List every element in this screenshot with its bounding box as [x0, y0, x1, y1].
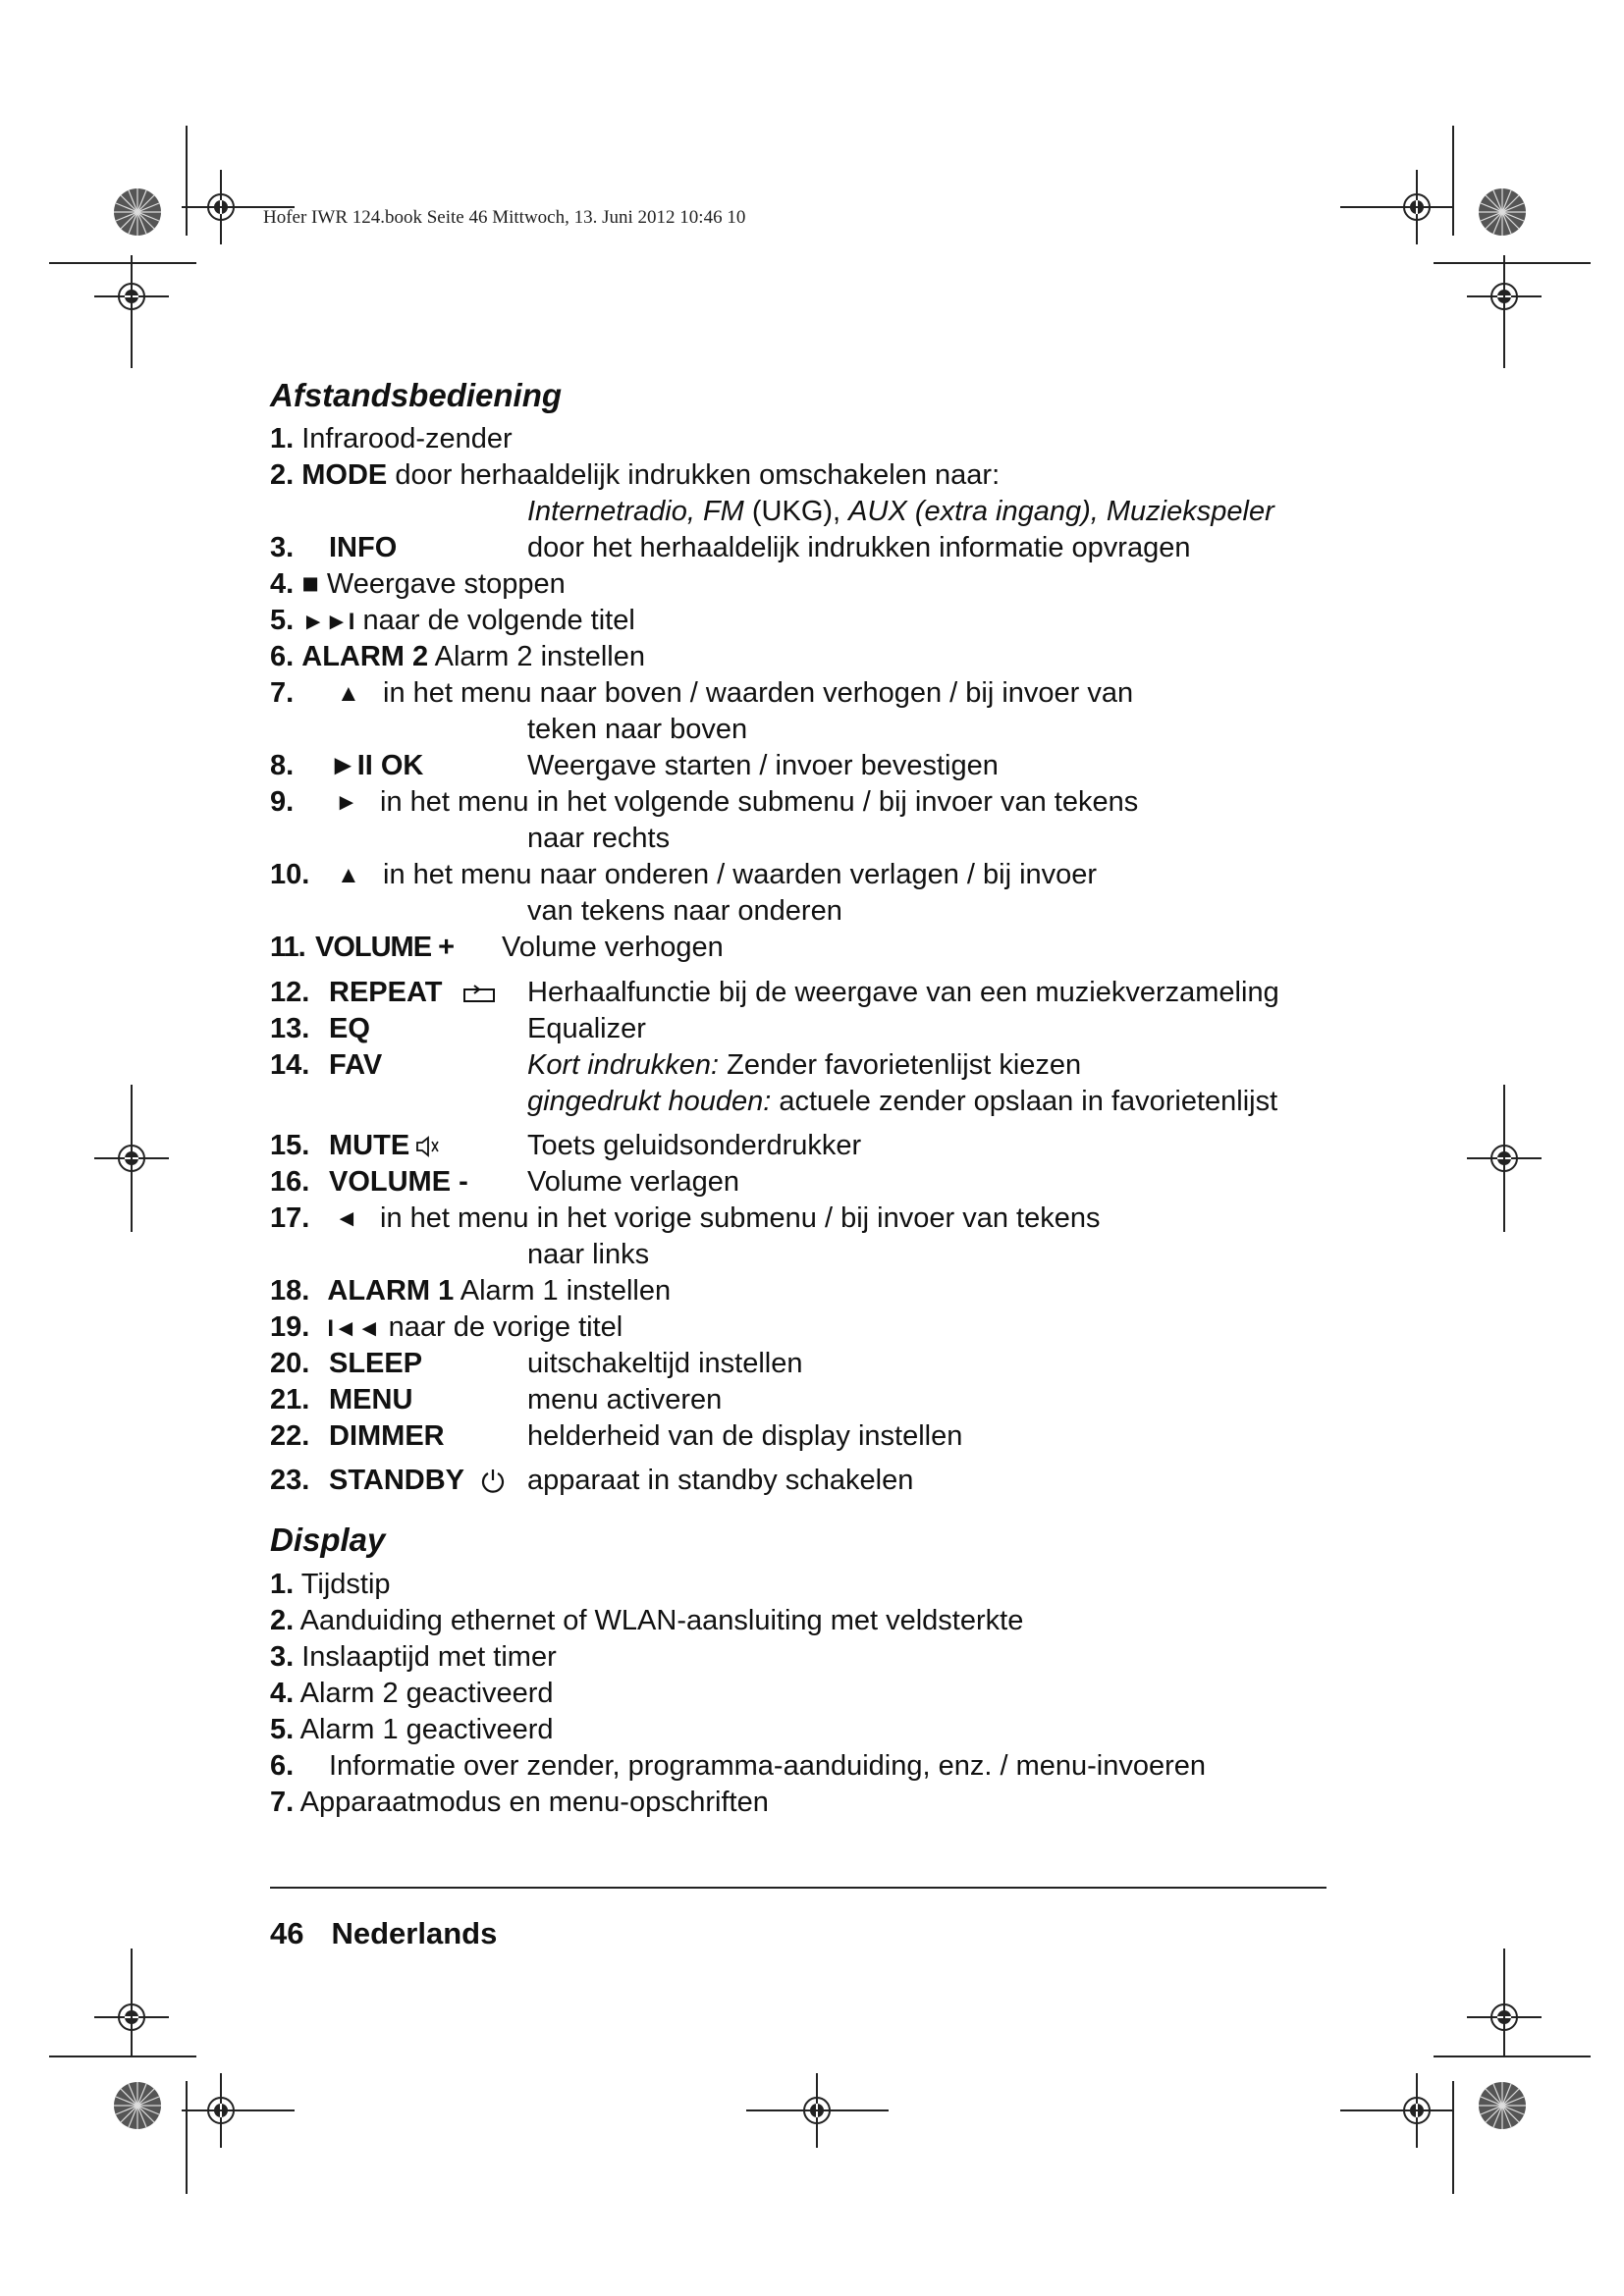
list-item: 12. REPEAT Herhaalfunctie bij de weergave van een muziekverzameling [270, 977, 1279, 1008]
repeat-icon [462, 985, 496, 1004]
list-item: 4. ■ Weergave stoppen [270, 568, 566, 600]
list-item: 15. MUTE Toets geluidsonderdrukker [270, 1130, 862, 1161]
stop-icon: ■ [301, 568, 319, 600]
list-item: 6. ALARM 2 Alarm 2 instellen [270, 641, 645, 672]
registration-star-icon [114, 188, 161, 236]
list-item: 5. Alarm 1 geactiveerd [270, 1714, 554, 1745]
list-item: 8. ►II OK Weergave starten / invoer bevestigen [270, 748, 1330, 784]
section-title-remote: Afstandsbediening [270, 377, 563, 413]
footer-rule [270, 1887, 1326, 1889]
previous-track-icon: I◄◄ [327, 1315, 381, 1342]
list-item: 5. ►►I naar de volgende titel [270, 605, 635, 636]
power-icon [479, 1468, 507, 1495]
right-arrow-icon: ► [335, 789, 358, 816]
list-item: 6. Informatie over zender, programma-aanduiding, enz. / menu-invoeren [270, 1750, 1207, 1782]
list-item: 4. Alarm 2 geactiveerd [270, 1678, 554, 1709]
down-arrow-icon: ▲ [337, 862, 360, 888]
list-item: 13. EQ Equalizer [270, 1013, 646, 1044]
list-item-continuation: naar links [527, 1239, 650, 1270]
list-item: 20. SLEEP uitschakeltijd instellen [270, 1348, 803, 1379]
list-item: 3. INFO door het herhaaldelijk indrukken informatie opvragen [270, 532, 1191, 563]
list-item-continuation: Internetradio, FM (UKG), AUX (extra ingang), Muziekspeler [527, 496, 1274, 527]
list-item: 9. ► in het menu in het volgende submenu / bij invoer van tekens [270, 784, 1330, 821]
list-item: 3. Inslaaptijd met timer [270, 1641, 557, 1673]
list-item: 14. FAV Kort indrukken: Zender favorietenlijst kiezen [270, 1049, 1082, 1081]
list-item: 7. ▲ in het menu naar boven / waarden verhogen / bij invoer van [270, 675, 1330, 712]
registration-star-icon [1479, 188, 1526, 236]
mute-speaker-icon [415, 1134, 441, 1159]
list-item-continuation: naar rechts [527, 823, 671, 854]
list-item: 23. STANDBY apparaat in standby schakelen [270, 1465, 914, 1496]
list-item: 2. Aanduiding ethernet of WLAN-aansluiting met veldsterkte [270, 1605, 1024, 1636]
list-item: 17. ◄ in het menu in het vorige submenu / bij invoer van tekens [270, 1201, 1330, 1237]
list-item: 22. DIMMER helderheid van de display instellen [270, 1420, 963, 1452]
play-pause-ok-key: ►II OK [329, 750, 424, 781]
page-footer [270, 1916, 497, 1951]
up-arrow-icon: ▲ [337, 680, 360, 707]
footer-language: Nederlands [331, 1916, 498, 1950]
registration-star-icon [114, 2082, 161, 2129]
list-item: 1. Infrarood-zender [270, 423, 513, 454]
section-title-display: Display [270, 1522, 386, 1558]
registration-star-icon [1479, 2082, 1526, 2129]
list-item-continuation: van tekens naar onderen [527, 895, 842, 927]
list-item: 10. ▲ in het menu naar onderen / waarden verlagen / bij invoer [270, 857, 1330, 893]
page-number: 46 [270, 1916, 304, 1950]
list-item: 19. I◄◄ naar de vorige titel [270, 1311, 623, 1343]
next-track-icon: ►►I [301, 609, 355, 635]
left-arrow-icon: ◄ [335, 1205, 358, 1232]
book-header: Hofer IWR 124.book Seite 46 Mittwoch, 13. Juni 2012 10:46 10 [263, 207, 746, 228]
list-item: 11. VOLUME + Volume verhogen [270, 932, 724, 963]
list-item: 16. VOLUME - Volume verlagen [270, 1166, 740, 1198]
list-item: 18. ALARM 1 Alarm 1 instellen [270, 1275, 672, 1307]
list-item: 1. Tijdstip [270, 1569, 391, 1600]
list-item: 2. MODE door herhaaldelijk indrukken omschakelen naar: [270, 459, 1001, 491]
list-item: 7. Apparaatmodus en menu-opschriften [270, 1787, 769, 1818]
list-item: 21. MENU menu activeren [270, 1384, 723, 1415]
list-item-continuation: gingedrukt houden: actuele zender opslaan in favorietenlijst [527, 1086, 1278, 1117]
list-item-continuation: teken naar boven [527, 714, 748, 745]
